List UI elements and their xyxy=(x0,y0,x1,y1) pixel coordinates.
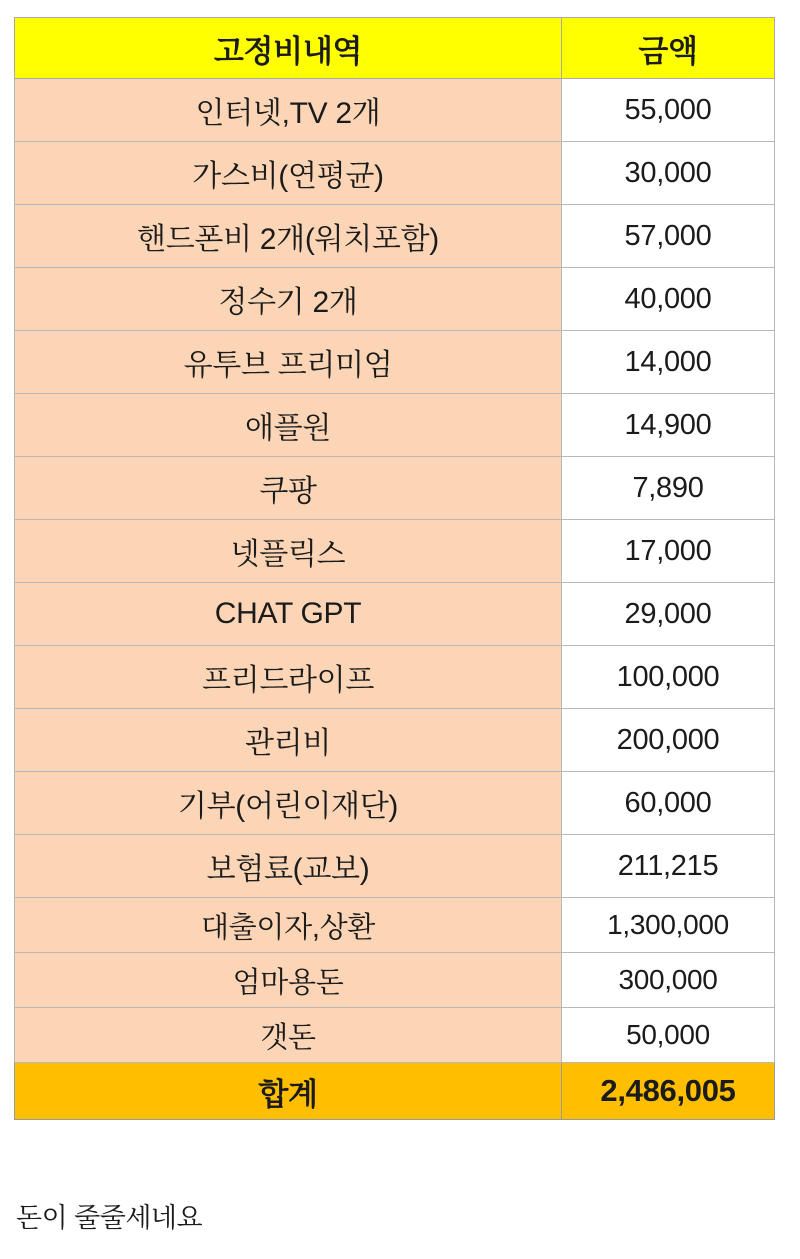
table-row xyxy=(15,520,775,583)
row-amount-value: 55,000 xyxy=(562,79,775,142)
row-item-label: 보험료(교보) xyxy=(15,835,562,898)
row-amount-value: 50,000 xyxy=(562,1008,775,1063)
table-row xyxy=(15,646,775,709)
table-row xyxy=(15,583,775,646)
row-item-label: 엄마용돈 xyxy=(15,953,562,1008)
fixed-expenses-table xyxy=(14,17,775,1120)
row-item-label: 핸드폰비 2개(워치포함) xyxy=(15,205,562,268)
table-row xyxy=(15,331,775,394)
row-amount-value: 17,000 xyxy=(562,520,775,583)
row-item-label: 유투브 프리미엄 xyxy=(15,331,562,394)
table-row xyxy=(15,142,775,205)
caption-text: 돈이 줄줄세네요 xyxy=(16,1203,203,1233)
table-row xyxy=(15,953,775,1008)
row-item-label: 대출이자,상환 xyxy=(15,898,562,953)
row-item-label: 쿠팡 xyxy=(15,457,562,520)
table-row xyxy=(15,205,775,268)
row-item-label: 정수기 2개 xyxy=(15,268,562,331)
row-amount-value: 14,900 xyxy=(562,394,775,457)
row-amount-value: 14,000 xyxy=(562,331,775,394)
table-row xyxy=(15,457,775,520)
table-row xyxy=(15,1008,775,1063)
table-total-row xyxy=(15,1063,775,1120)
total-label: 합계 xyxy=(15,1063,562,1120)
row-item-label: CHAT GPT xyxy=(15,583,562,646)
table-row xyxy=(15,709,775,772)
header-cell-amount: 금액 xyxy=(562,18,775,79)
row-amount-value: 30,000 xyxy=(562,142,775,205)
row-item-label: 인터넷,TV 2개 xyxy=(15,79,562,142)
header-cell-item: 고정비내역 xyxy=(15,18,562,79)
row-amount-value: 7,890 xyxy=(562,457,775,520)
row-item-label: 넷플릭스 xyxy=(15,520,562,583)
table-row xyxy=(15,268,775,331)
row-amount-value: 57,000 xyxy=(562,205,775,268)
row-amount-value: 300,000 xyxy=(562,953,775,1008)
row-amount-value: 29,000 xyxy=(562,583,775,646)
row-item-label: 프리드라이프 xyxy=(15,646,562,709)
row-item-label: 관리비 xyxy=(15,709,562,772)
table-row xyxy=(15,772,775,835)
row-amount-value: 211,215 xyxy=(562,835,775,898)
table-row xyxy=(15,835,775,898)
row-item-label: 애플원 xyxy=(15,394,562,457)
row-amount-value: 40,000 xyxy=(562,268,775,331)
row-amount-value: 60,000 xyxy=(562,772,775,835)
table-row xyxy=(15,898,775,953)
row-item-label: 갯돈 xyxy=(15,1008,562,1063)
table-row xyxy=(15,394,775,457)
row-amount-value: 1,300,000 xyxy=(562,898,775,953)
table-row xyxy=(15,79,775,142)
row-amount-value: 100,000 xyxy=(562,646,775,709)
table-header-row xyxy=(15,18,775,79)
row-amount-value: 200,000 xyxy=(562,709,775,772)
table-body xyxy=(15,18,775,1120)
total-amount-value: 2,486,005 xyxy=(562,1063,775,1120)
row-item-label: 기부(어린이재단) xyxy=(15,772,562,835)
row-item-label: 가스비(연평균) xyxy=(15,142,562,205)
